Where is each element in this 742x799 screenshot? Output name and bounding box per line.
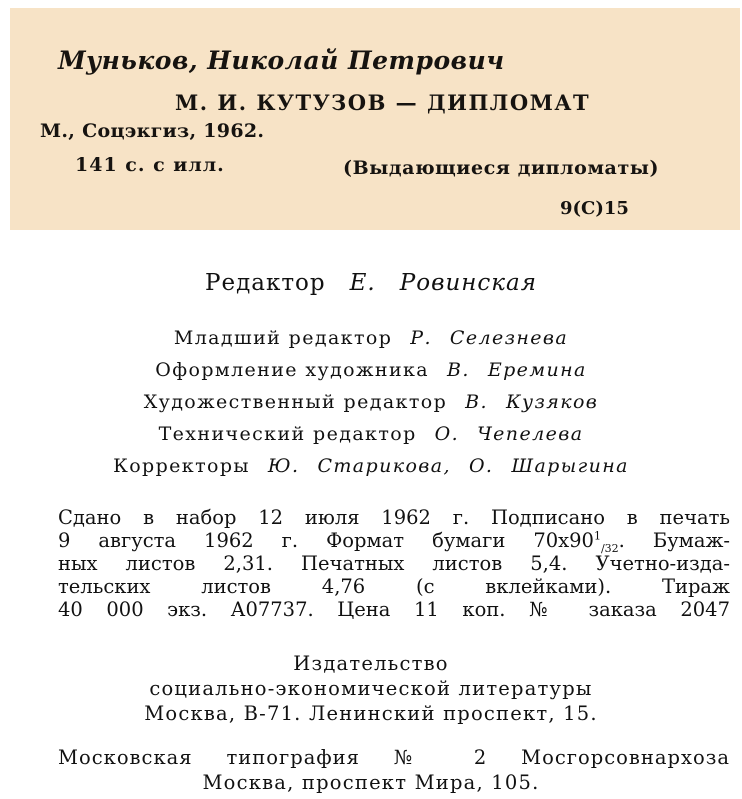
credit-initial: В. <box>447 359 470 381</box>
printer-address: Москва, проспект Мира, 105. <box>202 771 540 794</box>
credit-role: Оформление художника <box>155 359 430 381</box>
credit-role: Технический редактор <box>158 423 417 445</box>
credit-initial: Ю. <box>267 455 300 477</box>
credit-role: Младший редактор <box>173 327 393 349</box>
card-title: М. И. КУТУЗОВ — ДИПЛОМАТ <box>175 90 591 115</box>
credit-surname: Старикова, <box>317 455 451 477</box>
format-denominator: /32 <box>600 541 619 555</box>
credit-initial: О. <box>468 455 494 477</box>
editor-initial: Е. <box>349 270 376 296</box>
credit-role: Корректоры <box>113 455 250 477</box>
credit-art-editor <box>0 391 742 413</box>
credit-surname: Шарыгина <box>511 455 629 477</box>
imprint-line: ных листов 2,31. Печатных листов 5,4. Учетно-изда- <box>58 552 730 575</box>
card-pages: 141 с. с илл. <box>75 154 225 176</box>
publishing-house-address: Москва, В-71. Ленинский проспект, 15. <box>144 702 598 725</box>
credit-surname: Селезнева <box>449 327 569 349</box>
credit-initial: В. <box>465 391 488 413</box>
credit-technical-editor <box>0 423 742 445</box>
card-series: (Выдающиеся дипломаты) <box>343 157 660 179</box>
editor-role: Редактор <box>205 270 326 296</box>
imprint-format: 9 августа 1962 г. Формат бумаги 70x90 <box>58 529 594 552</box>
imprint-line <box>58 529 730 555</box>
publishing-house-name: Издательство <box>293 652 449 675</box>
imprint-block <box>58 506 730 621</box>
imprint-line: Сдано в набор 12 июля 1962 г. Подписано в печать <box>58 506 730 529</box>
card-classification-code: 9(С)15 <box>560 198 629 219</box>
credit-surname: Чепелева <box>477 423 584 445</box>
format-numerator: 1 <box>593 529 601 543</box>
printer-name: Московская типография № 2 Мосгорсовнархоза <box>58 746 730 769</box>
publishing-house-subtitle: социально-экономической литературы <box>149 677 593 700</box>
editor-surname: Ровинская <box>399 270 537 296</box>
catalog-card <box>10 8 740 230</box>
credit-initial: Р. <box>410 327 432 349</box>
editor-credit <box>0 270 742 296</box>
credit-designer <box>0 359 742 381</box>
credit-role: Художественный редактор <box>143 391 448 413</box>
imprint-line: 40 000 экз. А07737. Цена 11 коп. № заказа 2047 <box>58 598 730 621</box>
card-publisher: М., Соцэкгиз, 1962. <box>40 120 265 142</box>
credit-surname: Кузяков <box>505 391 599 413</box>
printer-block <box>58 746 730 769</box>
card-author: Муньков, Николай Петрович <box>58 46 505 75</box>
imprint-format-tail: . Бумаж- <box>618 529 730 552</box>
credit-proofreaders <box>0 455 742 477</box>
credit-surname: Еремина <box>487 359 587 381</box>
credit-initial: О. <box>434 423 460 445</box>
imprint-line: тельских листов 4,76 (с вклейками). Тираж <box>58 575 730 598</box>
credit-junior-editor <box>0 327 742 349</box>
